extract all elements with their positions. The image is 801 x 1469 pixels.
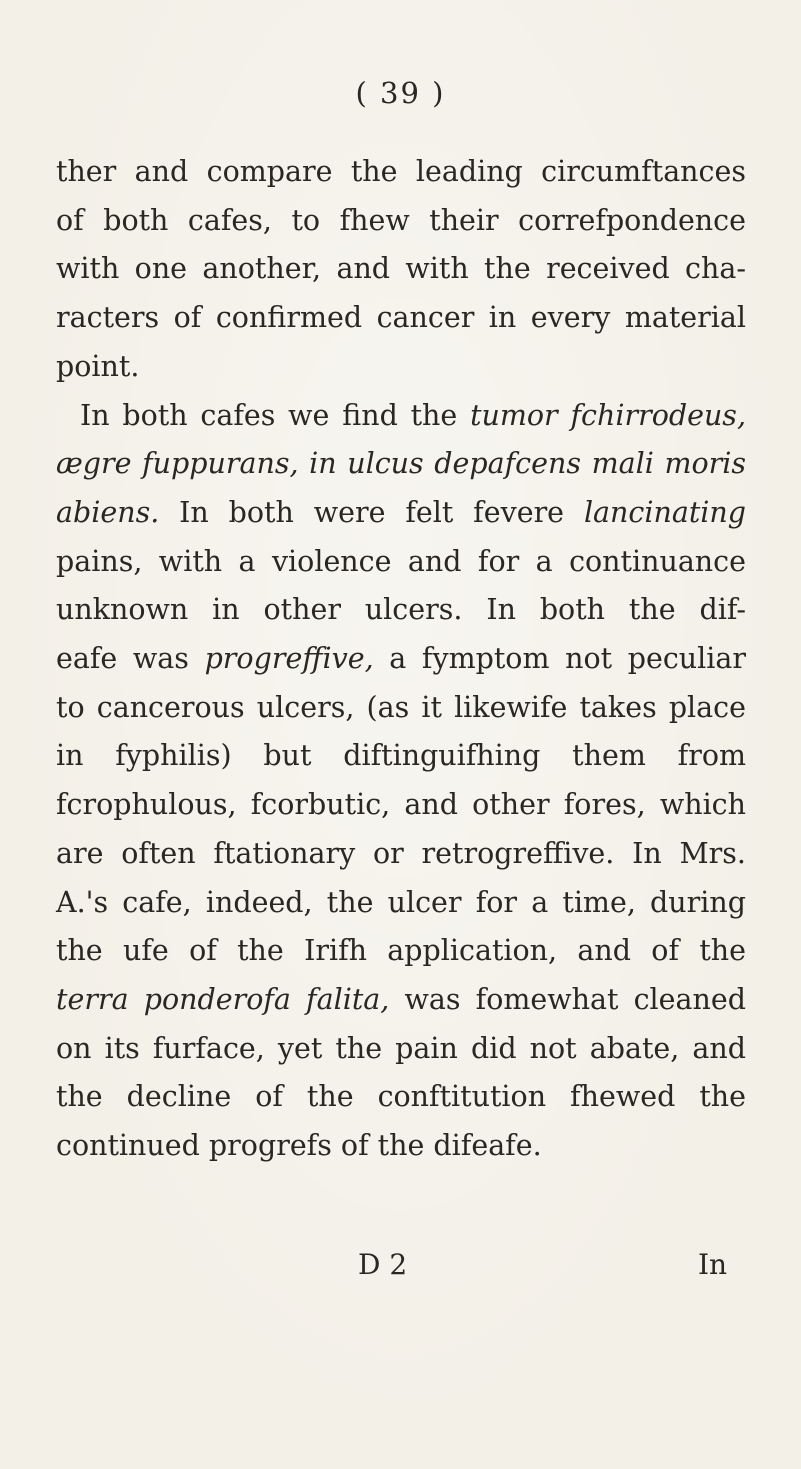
signature-mark: D 2 [358, 1248, 408, 1281]
text-line [56, 489, 746, 538]
catchword: In [698, 1248, 728, 1281]
text-line: in fyphilis) but diftinguifhing them from [56, 739, 746, 773]
text-line [56, 440, 746, 489]
text-line: ther and compare the leading circumftances [56, 155, 746, 188]
text-run: eafe was [56, 642, 205, 676]
text-line: fcrophulous, fcorbutic, and other fores, which [56, 788, 746, 822]
text-line: of both cafes, to fhew their correfpondence [56, 203, 746, 237]
text-run: a fymptom not peculiar [373, 642, 746, 676]
text-line: racters of confirmed cancer in every material [56, 301, 746, 335]
italic-phrase: progreffive, [204, 642, 374, 676]
text-line [56, 392, 746, 441]
text-run: was fomewhat cleaned [389, 982, 746, 1016]
text-run: In both were felt fevere [159, 495, 584, 529]
text-line: continued progrefs of the difeafe. [56, 1129, 542, 1163]
italic-phrase: ægre fuppurans, in ulcus depafcens mali moris [56, 447, 746, 481]
text-line: the decline of the conftitution fhewed the [56, 1080, 746, 1114]
text-line [56, 635, 746, 684]
text-line: A.'s cafe, indeed, the ulcer for a time, during [56, 885, 746, 919]
text-line: on its furface, yet the pain did not abate, and [56, 1031, 746, 1065]
text-line: are often ftationary or retrogreffive. In Mrs. [56, 836, 746, 870]
text-line: to cancerous ulcers, (as it likewife takes place [56, 690, 746, 724]
page-number: ( 39 ) [355, 76, 446, 110]
text-line: with one another, and with the received cha- [56, 252, 746, 286]
text-run: In both cafes we find the [80, 398, 471, 432]
text-line: point. [56, 349, 140, 383]
italic-phrase: abiens. [56, 495, 160, 529]
italic-phrase: terra ponderofa falita, [56, 982, 390, 1016]
body-text [56, 148, 746, 1171]
text-line: pains, with a violence and for a continuance [56, 544, 746, 578]
italic-phrase: lancinating [583, 495, 746, 529]
italic-phrase: tumor fchirrodeus, [470, 398, 746, 432]
text-line: the ufe of the Irifh application, and of the [56, 934, 746, 968]
text-line [56, 976, 746, 1025]
text-line: unknown in other ulcers. In both the dif- [56, 593, 746, 627]
